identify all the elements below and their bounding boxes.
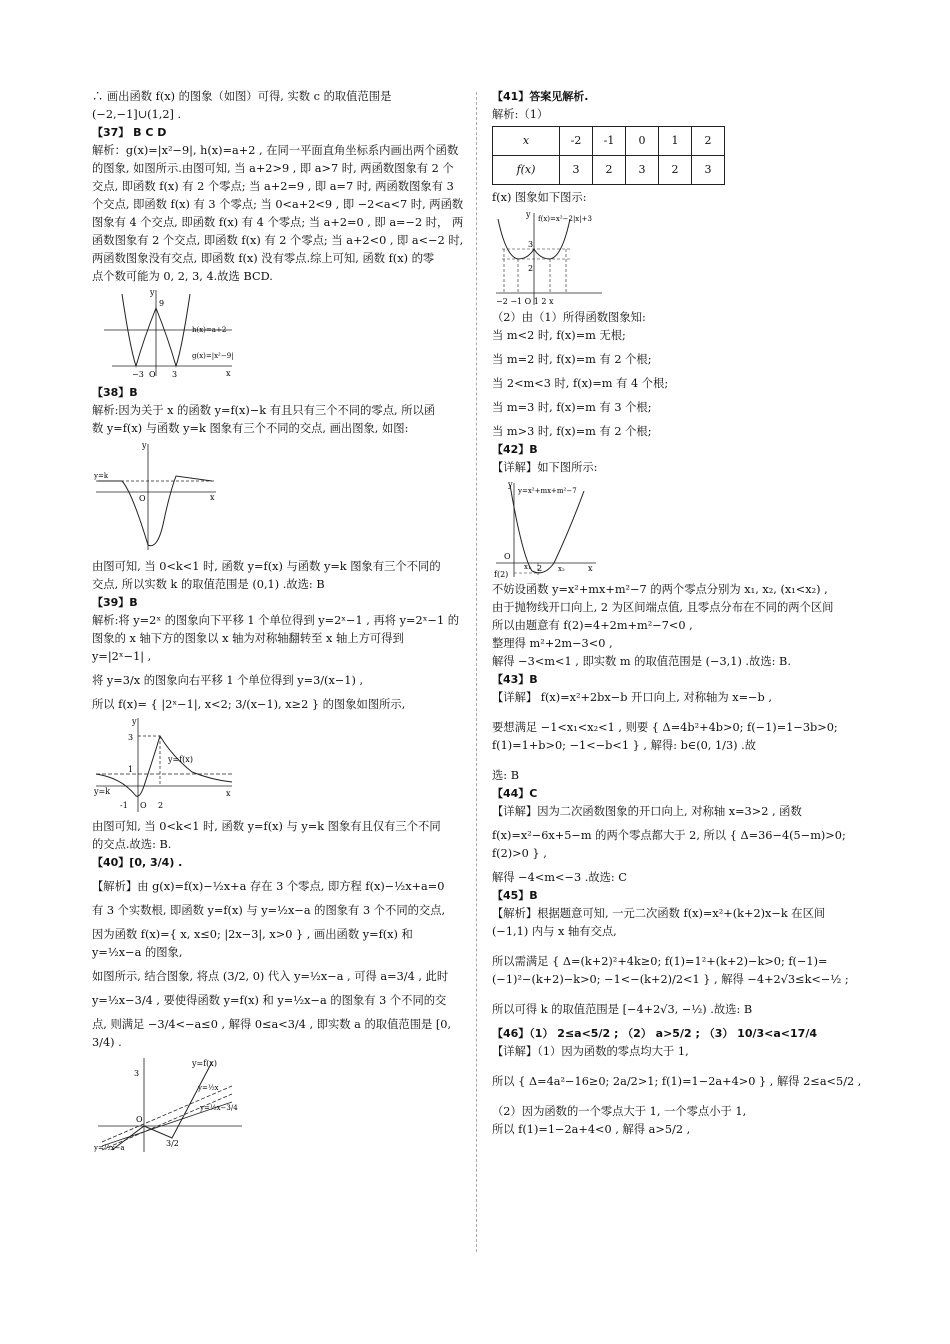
q39-graph <box>92 716 332 816</box>
q46-line: 【详解】（1）因为函数的零点均大于 1, <box>492 1045 689 1058</box>
q37-fig-x: x <box>226 369 231 378</box>
q37-line: 点个数可能为 0, 2, 3, 4.故选 BCD. <box>92 270 273 283</box>
q45-line: 所以需满足 { Δ=(k+2)²+4k≥0; f(1)=1²+(k+2)−k>0; f(−1)=(−1)²−(k+2)−k>0; −1<−(k+2)/2<1 } , 解得 −4+2√3≤k<−½ ; <box>492 955 849 986</box>
q40-line: 因为函数 f(x)={ x, x≤0; |2x−3|, x>0 } , 画出函数 y=f(x) 和 y=½x−a 的图象, <box>92 928 413 959</box>
q42-line: 所以由题意有 f(2)=4+2m+m²−7<0 , <box>492 619 693 632</box>
q37-fig-y: y <box>150 288 155 297</box>
table-cell: 2 <box>593 156 626 185</box>
table-row <box>493 127 725 156</box>
q37-line: 的图象, 如图所示.由图可知, 当 a+2>9 , 即 a>7 时, 两函数图象有 2 个 <box>92 162 454 175</box>
table-cell: 1 <box>659 127 692 156</box>
q38-fig-x: x <box>210 493 215 502</box>
q42-heading: 【42】B <box>492 443 538 456</box>
q40-line: 有 3 个实数根, 即函数 y=f(x) 与 y=½x−a 的图象有 3 个不同的交点, <box>92 904 446 917</box>
q40-line: y=½x−3/4 , 要使得函数 y=f(x) 和 y=½x−a 的图象有 3 个不同的交 <box>92 994 447 1007</box>
q38-conclusion: 交点, 所以实数 k 的取值范围是 (0,1) .故选: B <box>92 578 325 591</box>
q40-fig-l3: y=½x−a <box>94 1144 125 1152</box>
q40-fig-b32: 3/2 <box>166 1139 179 1148</box>
q41-fig-ticks: −2 −1 O 1 2 x <box>496 297 554 306</box>
q42-line: 解得 −3<m<1 , 即实数 m 的取值范围是 (−3,1) .故选: B. <box>492 655 791 668</box>
q39-fig-y: y <box>132 717 137 726</box>
q40-fig-l2: y=½x−3/4 <box>200 1104 238 1112</box>
q39-fig-fx: y=f(x) <box>168 755 193 764</box>
table-cell: 2 <box>659 156 692 185</box>
intro-line-2: (−2,−1]∪(1,2] . <box>92 108 182 121</box>
q43-line: 【详解】 f(x)=x²+2bx−b 开口向上, 对称轴为 x=−b , <box>492 691 772 704</box>
intro-line-1: ∴ 画出函数 f(x) 的图象（如图）可得, 实数 c 的取值范围是 <box>92 90 392 103</box>
q39-conclusion: 由图可知, 当 0<k<1 时, 函数 y=f(x) 与 y=k 图象有且仅有三个不同 <box>92 820 441 833</box>
table-cell: 3 <box>626 156 659 185</box>
q40-fig-three: 3 <box>134 1069 140 1078</box>
q37-line: 图象有 4 个交点, 即函数 f(x) 有 4 个零点; 当 a+2=0 , 即 a=−2 时， 两 <box>92 216 464 229</box>
q37-line: 函数图象有 2 个交点, 即函数 f(x) 有 2 个零点; 当 a+2<0 , 即 a<−2 时, <box>92 234 464 247</box>
q41-heading: 【41】答案见解析. <box>492 90 589 103</box>
q39-fig-yk: y=k <box>94 787 111 796</box>
q46-heading: 【46】（1） 2≤a<5/2 ; （2） a>5/2 ; （3） 10/3<a<17/4 <box>492 1027 817 1040</box>
q39-line: y=|2ˣ−1| , <box>92 650 152 663</box>
q41-fig-fx: f(x)=x²−2|x|+3 <box>538 215 592 223</box>
q38-line: 解析:因为关于 x 的函数 y=f(x)−k 有且只有三个不同的零点, 所以函 <box>92 404 436 417</box>
q42-fig-x: x <box>588 564 593 573</box>
q41-line: 当 m=2 时, f(x)=m 有 2 个根; <box>492 353 652 366</box>
q43-line: 要想满足 −1<x₁<x₂<1 , 则要 { Δ=4b²+4b>0; f(−1)=1−3b>0; f(1)=1+b>0; −1<−b<1 } , 解得: b∈(0, 1/3) .故 <box>492 721 838 752</box>
q39-fig-three: 3 <box>128 733 134 742</box>
q41-caption: f(x) 图象如下图示: <box>492 191 587 204</box>
q43-heading: 【43】B <box>492 673 538 686</box>
q37-solution <box>92 142 464 286</box>
q38-fig-yk: y=k <box>94 472 109 480</box>
q42-sub: 【详解】如下图所示: <box>492 461 598 474</box>
q37-fig-p3: 3 <box>172 370 178 379</box>
q42-fig-eq: y=x²+mx+m²−7 <box>518 487 577 495</box>
q40-fig-l1: y=½x <box>198 1084 219 1092</box>
q42-graph <box>492 479 732 579</box>
q39-fig-one: 1 <box>128 765 134 774</box>
q41-graph <box>492 209 732 307</box>
q44-line: 解得 −4<m<−3 .故选: C <box>492 871 627 884</box>
q38-conclusion: 由图可知, 当 0<k<1 时, 函数 y=f(x) 与函数 y=k 图象有三个不同的 <box>92 560 441 573</box>
q39-line: 将 y=3/x 的图象向右平移 1 个单位得到 y=3/(x−1) , <box>92 674 364 687</box>
table-cell: 3 <box>560 156 593 185</box>
q41-fig-y: y <box>526 210 531 219</box>
q38-line: 数 y=f(x) 与函数 y=k 图象有三个不同的交点, 画出图象, 如图: <box>92 422 409 435</box>
q39-line: 解析:将 y=2ˣ 的图象向下平移 1 个单位得到 y=2ˣ−1 , 再将 y=2ˣ−1 的 <box>92 614 460 627</box>
q44-line: f(x)=x²−6x+5−m 的两个零点都大于 2, 所以 { Δ=36−4(5−m)>0; f(2)>0 } , <box>492 829 846 860</box>
q41-fig-two: 2 <box>528 264 534 273</box>
q41-fig-three: 3 <box>528 240 534 249</box>
q39-fig-m1: -1 <box>120 801 128 810</box>
q40-line: 【解析】由 g(x)=f(x)−½x+a 存在 3 个零点, 即方程 f(x)−½x+a=0 <box>92 880 445 893</box>
q42-line: 由于抛物线开口向上, 2 为区间端点值, 且零点分布在不同的两个区间 <box>492 601 834 614</box>
q37-graph <box>92 288 332 382</box>
q42-fig-o: O <box>504 552 511 561</box>
q46-line: 所以 { Δ=4a²−16≥0; 2a/2>1; f(1)=1−2a+4>0 } , 解得 2≤a<5/2 , <box>492 1075 862 1088</box>
q46-line: （2）因为函数的一个零点大于 1, 一个零点小于 1, <box>492 1105 747 1118</box>
q37-fig-g: g(x)=|x²−9| <box>192 352 234 360</box>
value-table <box>492 126 725 185</box>
q45-line: 所以可得 k 的取值范围是 [−4+2√3, −½) .故选: B <box>492 1003 753 1016</box>
q37-fig-o: O <box>149 370 156 379</box>
table-header-fx: f(x) <box>493 156 560 185</box>
q37-fig-nine: 9 <box>159 299 165 308</box>
q41-sub: 解析:（1） <box>492 108 549 121</box>
table-header-x: x <box>493 127 560 156</box>
table-cell: 0 <box>626 127 659 156</box>
q41-line: 当 m<2 时, f(x)=m 无根; <box>492 329 626 342</box>
q40-heading: 【40】[0, 3/4) . <box>92 856 183 869</box>
q46-line: 所以 f(1)=1−2a+4<0 , 解得 a>5/2 , <box>492 1123 691 1136</box>
q39-line: 图象的 x 轴下方的图象以 x 轴为对称轴翻转至 x 轴上方可得到 <box>92 632 404 645</box>
q38-fig-o: O <box>139 494 146 503</box>
q40-line: 点, 则满足 −3/4<−a≤0 , 解得 0≤a<3/4 , 即实数 a 的取值范围是 [0, 3/4) . <box>92 1018 452 1049</box>
q39-fig-x: x <box>226 789 231 798</box>
table-cell: -2 <box>560 127 593 156</box>
q42-line: 整理得 m²+2m−3<0 , <box>492 637 613 650</box>
q41-line: 当 m=3 时, f(x)=m 有 3 个根; <box>492 401 652 414</box>
q37-fig-h: h(x)=a+2 <box>192 326 227 334</box>
q44-line: 【详解】因为二次函数图象的开口向上, 对称轴 x=3>2 , 函数 <box>492 805 802 818</box>
q39-conclusion: 的交点.故选: B. <box>92 838 172 851</box>
q44-heading: 【44】C <box>492 787 538 800</box>
q39-line: 所以 f(x)= { |2ˣ−1|, x<2; 3/(x−1), x≥2 } 的图象如图所示, <box>92 698 406 711</box>
table-cell: -1 <box>593 127 626 156</box>
q40-fig-o: O <box>136 1115 143 1124</box>
q40-fig-fx: y=f(x) <box>192 1059 217 1068</box>
q39-heading: 【39】B <box>92 596 138 609</box>
q41-line: 当 m>3 时, f(x)=m 有 2 个根; <box>492 425 652 438</box>
table-cell: 3 <box>692 156 725 185</box>
q38-graph <box>92 440 332 556</box>
table-cell: 2 <box>692 127 725 156</box>
q42-fig-f2: f(2) <box>494 570 509 579</box>
q37-fig-m3: −3 <box>132 370 144 379</box>
q42-line: 不妨设函数 y=x²+mx+m²−7 的两个零点分别为 x₁, x₂, (x₁<x₂) , <box>492 583 828 596</box>
q42-fig-two: 2 <box>537 564 543 573</box>
q40-graph <box>92 1054 332 1154</box>
q43-line: 选: B <box>492 769 519 782</box>
q42-fig-x1: x₁ <box>524 563 531 571</box>
q39-fig-two: 2 <box>158 801 164 810</box>
q41-line: （2）由（1）所得函数图象知: <box>492 311 646 324</box>
q45-line: 【解析】根据题意可知, 一元二次函数 f(x)=x²+(k+2)x−k 在区间 <box>492 907 826 920</box>
q37-heading: 【37】 B C D <box>92 126 167 139</box>
q40-line: 如图所示, 结合图象, 将点 (3/2, 0) 代入 y=½x−a , 可得 a=3/4 , 此时 <box>92 970 449 983</box>
left-column <box>92 88 464 1156</box>
q37-line: 个交点, 即函数 f(x) 有 3 个零点; 当 0<a+2<9 , 即 −2<a<7 时, 两函数 <box>92 198 464 211</box>
q39-fig-o: O <box>140 801 147 810</box>
q38-heading: 【38】B <box>92 386 138 399</box>
q37-line: 两函数图象没有交点, 即函数 f(x) 没有零点.综上可知, 函数 f(x) 的零 <box>92 252 435 265</box>
q45-heading: 【45】B <box>492 889 538 902</box>
q37-line: 解析：g(x)=|x²−9|, h(x)=a+2 , 在同一平面直角坐标系内画出两个函数 <box>92 144 459 157</box>
q45-line: (−1,1) 内与 x 轴有交点, <box>492 925 617 938</box>
q42-fig-y: y <box>508 480 513 489</box>
q41-line: 当 2<m<3 时, f(x)=m 有 4 个根; <box>492 377 669 390</box>
table-row <box>493 156 725 185</box>
q37-line: 交点, 即函数 f(x) 有 2 个零点; 当 a+2=9 , 即 a=7 时, 两函数图象有 3 <box>92 180 454 193</box>
q38-fig-y: y <box>142 441 147 450</box>
column-divider <box>476 92 477 1252</box>
right-column <box>492 88 864 1139</box>
q42-fig-x2: x₂ <box>558 565 565 573</box>
